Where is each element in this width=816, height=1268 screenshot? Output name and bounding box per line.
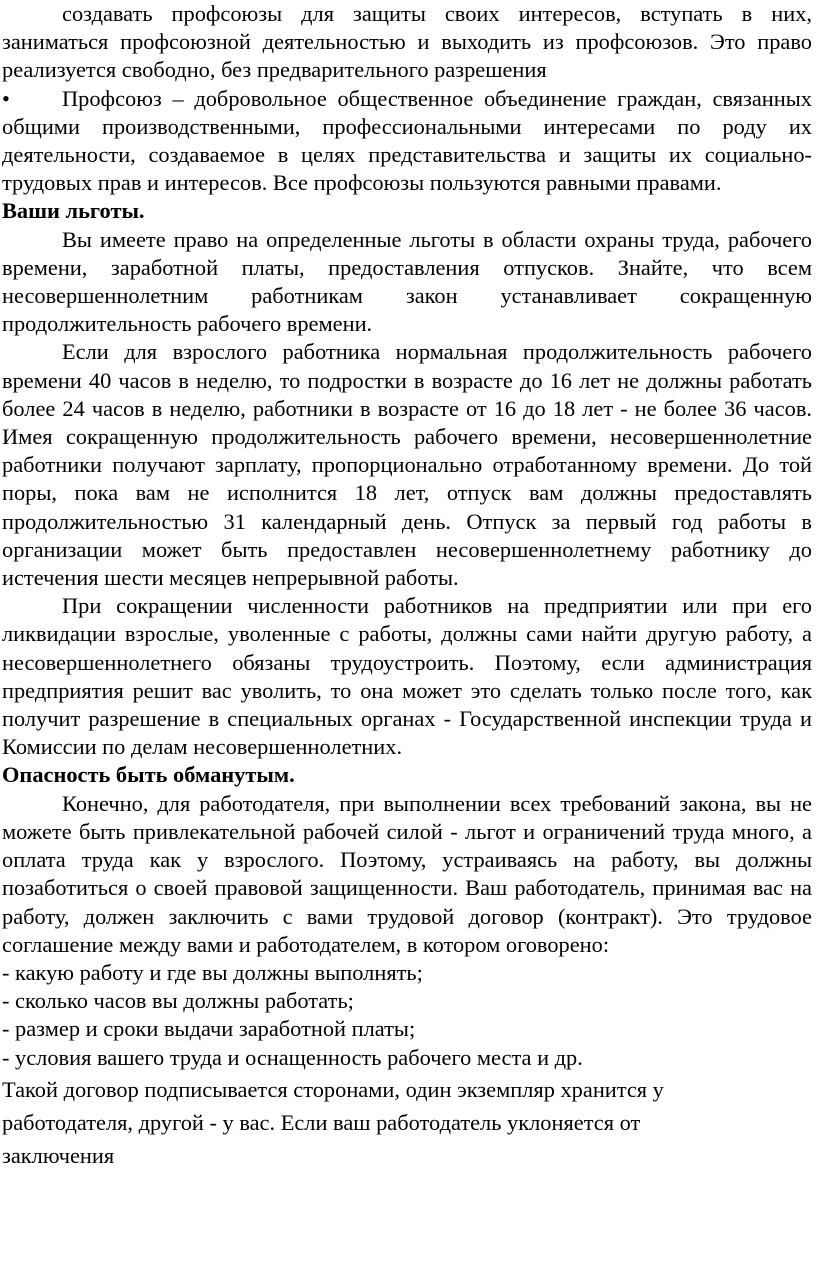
intro-paragraph: создавать профсоюзы для защиты своих интересов, вступать в них, заниматься профсоюзной деятельностью и выходить из профсоюзов. Это право реализуется свободно, без предварительного разрешения — [2, 1, 812, 83]
contract-terms-list — [2, 959, 812, 1072]
bullet-symbol: • — [2, 85, 10, 111]
list-item: - сколько часов вы должны работать; — [2, 988, 354, 1014]
closing-line: Такой договор подписывается сторонами, один экземпляр хранится у — [2, 1076, 664, 1102]
closing-text — [2, 1073, 812, 1172]
benefits-paragraph-2: Если для взрослого работника нормальная продолжительность рабочего времени 40 часов в неделю, то подростки в возрасте до 16 лет не должны работать более 24 часов в неделю, работники в возрасте от 16 до 18 лет - не более 36 часов. Имея сокращенную продолжительность рабочего времени, несовершеннолетние работники получают зарплату, пропорционально отработанному времени. До той поры, пока вам не исполнится 18 лет, отпуск вам должны предоставлять продолжительностью 31 календарный день. Отпуск за первый год работы в организации может быть предоставлен несовершеннолетнему работнику до истечения шести месяцев непрерывной работы. — [2, 339, 812, 591]
closing-line: работодателя, другой - у вас. Если ваш работодатель уклоняется от — [2, 1109, 641, 1135]
bullet-paragraph — [2, 85, 812, 198]
list-item: - условия вашего труда и оснащенность рабочего места и др. — [2, 1044, 583, 1070]
benefits-paragraph-1: Вы имеете право на определенные льготы в области охраны труда, рабочего времени, заработной платы, предоставления отпусков. Знайте, что всем несовершеннолетним работникам закон устанавливает сокращенную продолжительность рабочего времени. — [2, 226, 812, 337]
benefits-paragraph-3: При сокращении численности работников на предприятии или при его ликвидации взрослые, уволенные с работы, должны сами найти другую работу, а несовершеннолетнего обязаны трудоустроить. Поэтому, если администрация предприятия решит вас уволить, то она может это сделать только после того, как получит разрешение в специальных органах - Государственной инспекции труда и Комиссии по делам несовершеннолетних. — [2, 593, 812, 760]
deception-paragraph: Конечно, для работодателя, при выполнении всех требований закона, вы не можете быть привлекательной рабочей силой - льгот и ограничений труда много, а оплата труда как у взрослого. Поэтому, устраиваясь на работу, вы должны позаботиться о своей правовой защищенности. Ваш работодатель, принимая вас на работу, должен заключить с вами трудовой договор (контракт). Это трудовое соглашение между вами и работодателем, в котором оговорено: — [2, 790, 812, 957]
heading-deception: Опасность быть обманутым. — [2, 762, 295, 788]
list-item: - размер и сроки выдачи заработной платы; — [2, 1016, 416, 1042]
bullet-text: Профсоюз – добровольное общественное объединение граждан, связанных общими производственными, профессиональными интересами по роду их деятельности, создаваемое в целях представительства и защиты их социально-трудовых прав и интересов. Все профсоюзы пользуются равными правами. — [2, 85, 812, 196]
heading-benefits: Ваши льготы. — [2, 198, 145, 224]
list-item: - какую работу и где вы должны выполнять; — [2, 959, 423, 985]
closing-line: заключения — [2, 1142, 115, 1168]
